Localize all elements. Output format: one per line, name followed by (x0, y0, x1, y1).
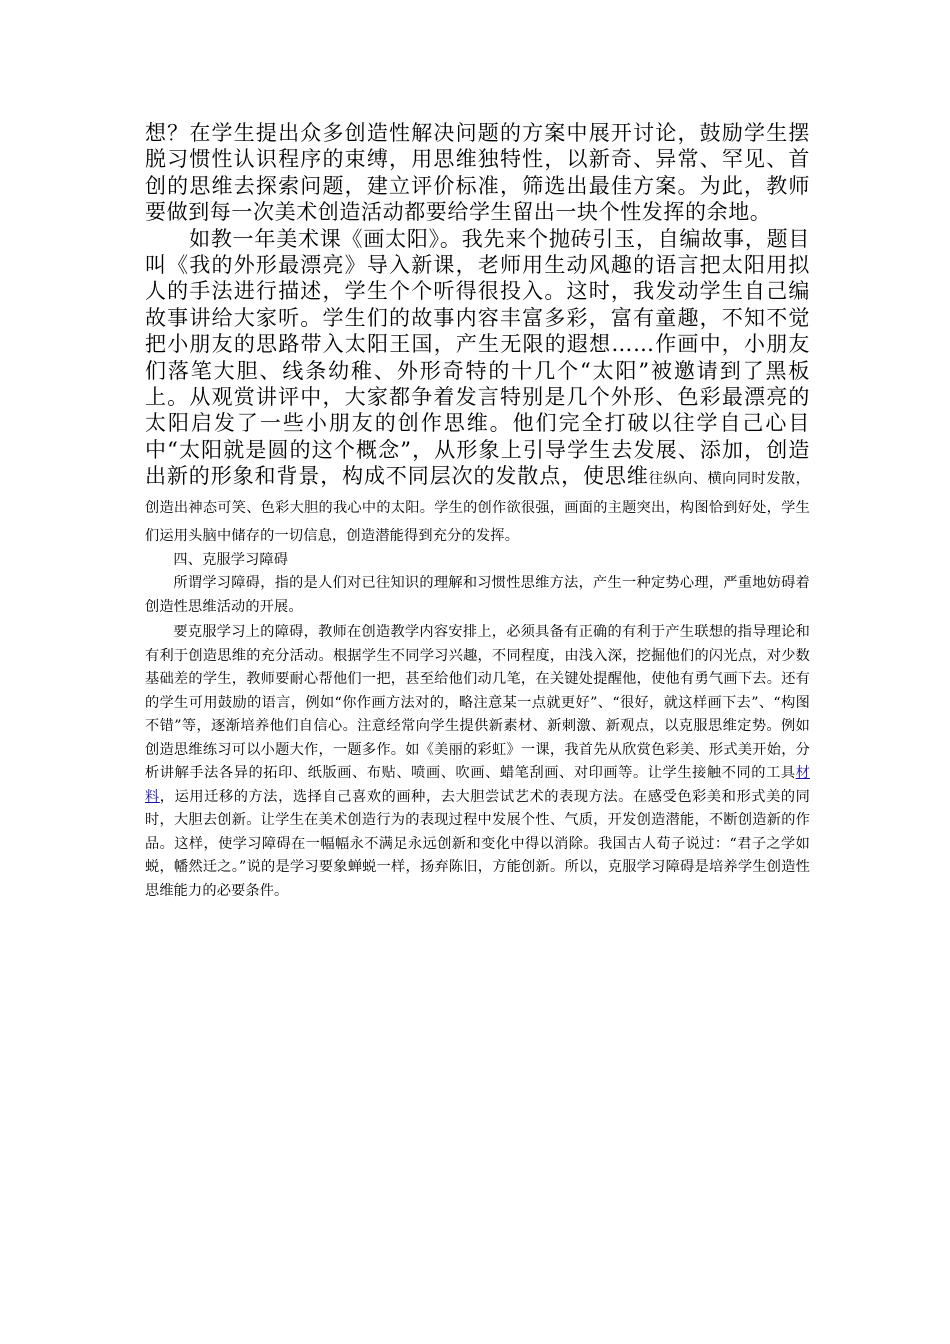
paragraph-2 (145, 226, 810, 549)
paragraph-4 (145, 621, 810, 903)
paragraph-4-part-a: 要克服学习上的障碍，教师在创造教学内容安排上，必须具备有正确的有利于产生联想的指导理论和有利于创造思维的充分活动。根据学生不同学习兴趣，不同程度，由浅入深，挖掘他们的闪光点，对少数基础差的学生，教师要耐心帮他们一把，甚至给他们动几笔，在关键处提醒他，使他有勇气画下去。还有的学生可用鼓励的语言，例如“你作画方法对的，略注意某一点就更好”、“很好，就这样画下去”、“构图不错”等，逐渐培养他们自信心。注意经常向学生提供新素材、新刺激、新观点，以克服思维定势。例如创造思维练习可以小题大作，一题多作。如《美丽的彩虹》一课，我首先从欣赏色彩美、形式美开始，分析讲解手法各异的拓印、纸版画、布贴、喷画、吹画、蜡笔刮画、对印画等。让学生接触不同的工具 (145, 624, 810, 782)
small-text-block (145, 549, 810, 904)
document-page (145, 120, 810, 903)
paragraph-2-small: 往纵向、横向同时发散，创造出神态可笑、色彩大胆的我心中的太阳。学生的创作欲很强，画面的主题突出，构图恰到好处，学生们运用头脑中储存的一切信息，创造潜能得到充分的发挥。 (145, 471, 810, 545)
large-text-block (145, 120, 810, 549)
materials-link[interactable]: 材料 (145, 765, 810, 805)
paragraph-3: 所谓学习障碍，指的是人们对已往知识的理解和习惯性思维方法，产生一种定势心理，严重地妨碍着创造性思维活动的开展。 (145, 575, 810, 615)
paragraph-4-part-b: ，运用迁移的方法，选择自己喜欢的画种，去大胆尝试艺术的表现方法。在感受色彩美和形式美的同时，大胆去创新。让学生在美术创造行为的表现过程中发展个性、气质，开发创造潜能，不断创造新的作品。这样，使学习障碍在一幅幅永不满足永远创新和变化中得以消除。我国古人荀子说过：“君子之学如蜕，幡然迁之。”说的是学习要象蝉蜕一样，扬弃陈旧，方能创新。所以，克服学习障碍是培养学生创造性思维能力的必要条件。 (145, 788, 810, 899)
paragraph-2-large: 如教一年美术课《画太阳》。我先来个抛砖引玉，自编故事，题目叫《我的外形最漂亮》导入新课，老师用生动风趣的语言把太阳用拟人的手法进行描述，学生个个听得很投入。这时，我发动学生自己编故事讲给大家听。学生们的故事内容丰富多彩，富有童趣，不知不觉把小朋友的思路带入太阳王国，产生无限的遐想……作画中，小朋友们落笔大胆、线条幼稚、外形奇特的十几个“太阳”被邀请到了黑板上。从观赏讲评中，大家都争着发言特别是几个外形、色彩最漂亮的太阳启发了一些小朋友的创作思维。他们完全打破以往学自己心目中“太阳就是圆的这个概念”，从形象上引导学生去发展、添加，创造出新的形象和背景，构成不同层次的发散点，使思维 (145, 226, 810, 489)
section-heading-4: 四、克服学习障碍 (173, 551, 289, 568)
paragraph-1: 想？在学生提出众多创造性解决问题的方案中展开讨论，鼓励学生摆脱习惯性认识程序的束缚，用思维独特性，以新奇、异常、罕见、首创的思维去探索问题，建立评价标准，筛选出最佳方案。为此，教师要做到每一次美术创造活动都要给学生留出一块个性发挥的余地。 (145, 121, 810, 225)
